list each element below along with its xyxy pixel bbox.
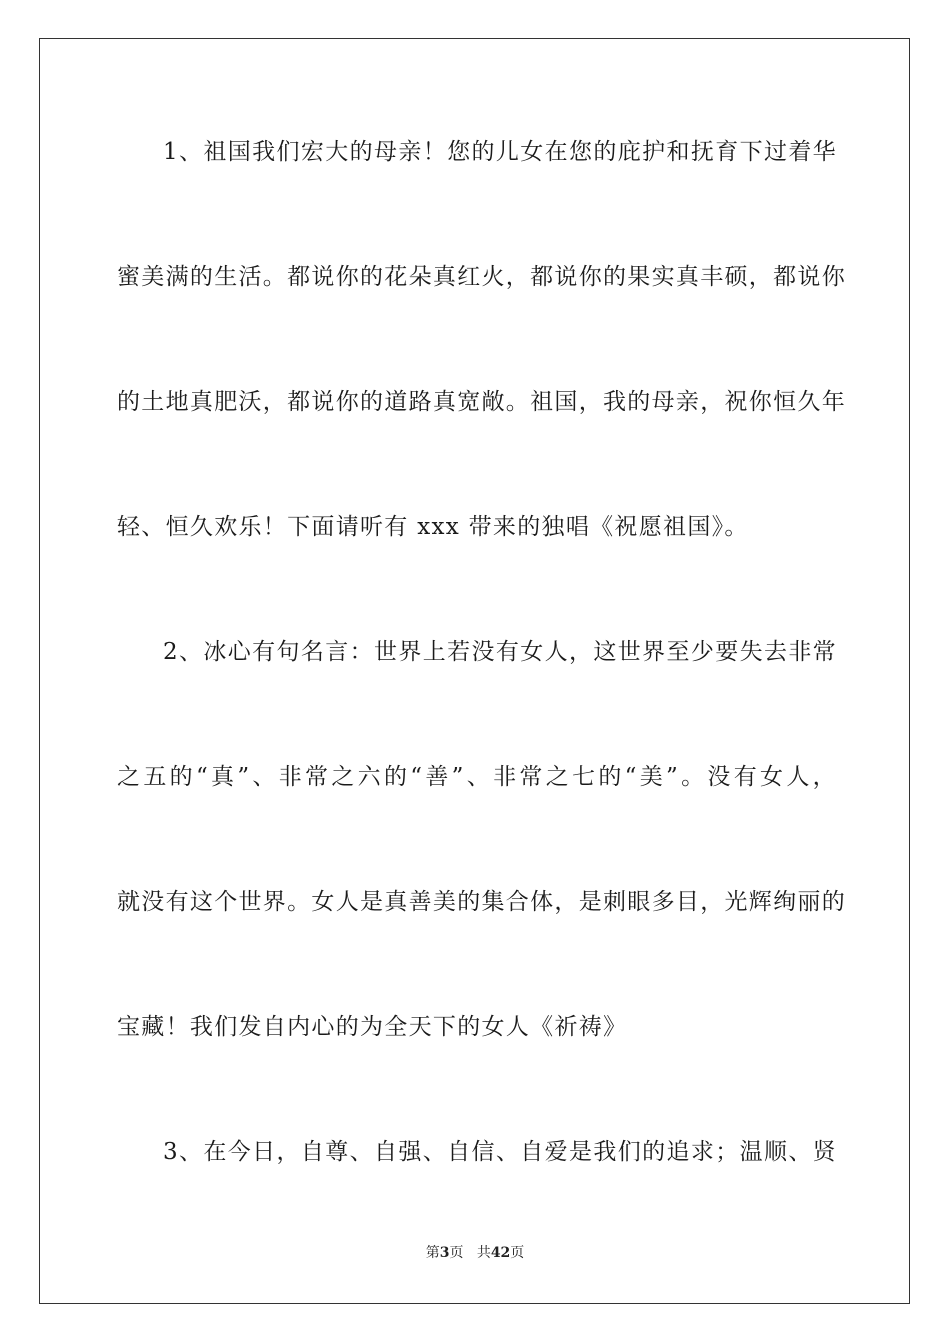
paragraph-line: 蜜美满的生活。都说你的花朵真红火，都说你的果实真丰硕，都说你 [117, 264, 846, 290]
paragraph-line: 的土地真肥沃，都说你的道路真宽敞。祖国，我的母亲，祝你恒久年 [117, 389, 846, 415]
paragraph-line: 1、祖国我们宏大的母亲！您的儿女在您的庇护和抚育下过着华 [163, 139, 837, 165]
footer-total-suffix: 页 [510, 1245, 525, 1261]
paragraph-line: 就没有这个世界。女人是真善美的集合体，是刺眼多目，光辉绚丽的 [117, 889, 846, 915]
paragraph-line: 之五的“真”、非常之六的“善”、非常之七的“美”。没有女人， [117, 764, 837, 790]
page-border [39, 38, 910, 1304]
footer-total-number: 42 [490, 1245, 511, 1261]
paragraph-line: 3、在今日，自尊、自强、自信、自爱是我们的追求；温顺、贤 [163, 1139, 837, 1165]
page-footer [0, 1244, 950, 1262]
footer-page-prefix: 第 [425, 1245, 440, 1261]
paragraph-line: 2、冰心有句名言：世界上若没有女人，这世界至少要失去非常 [163, 639, 837, 665]
footer-total-prefix: 共 [476, 1245, 491, 1261]
footer-page-suffix: 页 [449, 1245, 464, 1261]
paragraph-line: 轻、恒久欢乐！下面请听有 xxx 带来的独唱《祝愿祖国》。 [117, 514, 749, 540]
paragraph-line: 宝藏！我们发自内心的为全天下的女人《祈祷》 [117, 1014, 628, 1040]
footer-page-number: 3 [439, 1245, 450, 1261]
